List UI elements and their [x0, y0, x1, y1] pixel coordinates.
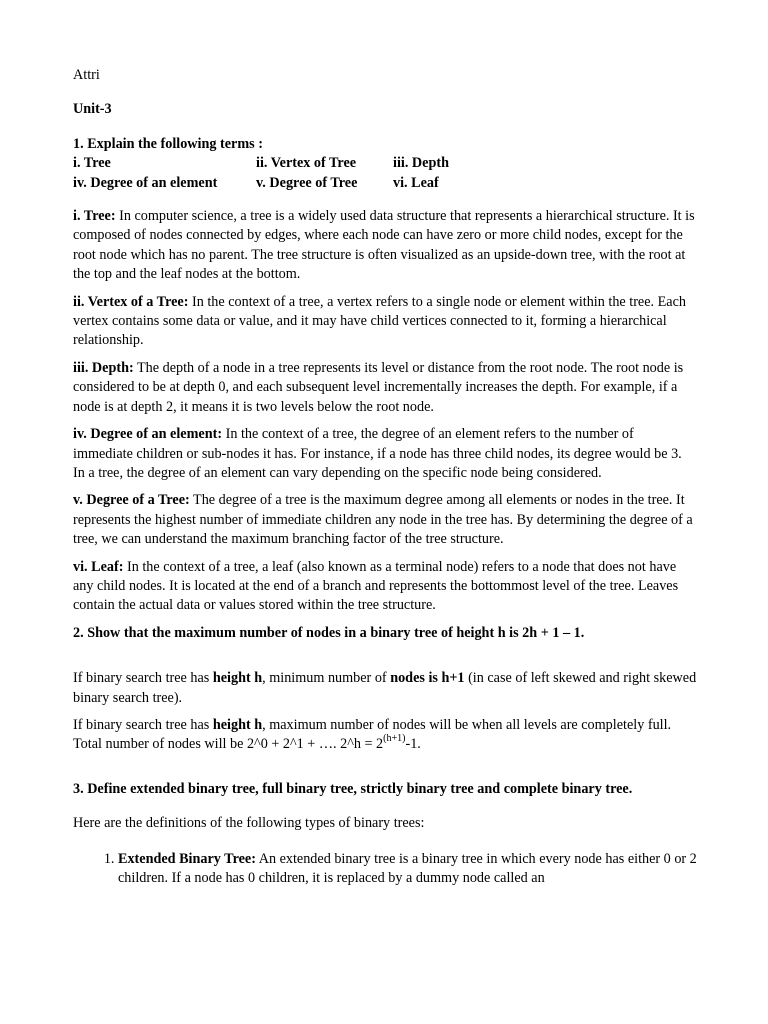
- term-item: iii. Depth: [393, 155, 449, 172]
- question-2-title: 2. Show that the maximum number of nodes in a binary tree of height h is 2h + 1 – 1.: [73, 624, 585, 641]
- term-item: iv. Degree of an element: [73, 174, 218, 191]
- definition-tree: [73, 207, 697, 285]
- bold-run: nodes is h+1: [390, 670, 465, 687]
- term-item: i. Tree: [73, 155, 111, 172]
- definition-text: The depth of a node in a tree represents its level or distance from the root node. The root node is considered to be at depth 0, and each subsequent level incrementally increases the depth. For example, if a node is at depth 2, it means it is two levels below the root node.: [73, 359, 684, 415]
- definition-term: iii. Depth:: [73, 359, 134, 376]
- definition-depth: [73, 359, 697, 417]
- definition-text: The degree of a tree is the maximum degree among all elements or nodes in the tree. It represents the highest number of immediate children any node in the tree has. By determining the degree of a tree, we can understand the maximum branching factor of the tree structure.: [73, 492, 693, 548]
- bold-run: height h: [212, 670, 263, 687]
- answer-3-intro: Here are the definitions of the following types of binary trees:: [73, 815, 425, 832]
- definition-term: v. Degree of a Tree:: [73, 492, 190, 509]
- definition-text: In the context of a tree, a vertex refers to a single node or element within the tree. Each vertex contains some data or value, and it may have child vertices connected to it, forming a hierarchical relationship.: [73, 293, 686, 349]
- author-name: Attri: [73, 67, 100, 83]
- term-item: v. Degree of Tree: [256, 174, 358, 191]
- text-run: , minimum number of: [262, 670, 391, 687]
- binary-tree-types-list: [73, 850, 697, 889]
- text-run: (in case of left skewed and right skewed binary search tree).: [73, 670, 697, 706]
- definition-vertex: [73, 293, 697, 351]
- list-item-term: Extended Binary Tree:: [118, 850, 256, 867]
- text-run: If binary search tree has: [73, 670, 213, 687]
- definition-term: vi. Leaf:: [73, 558, 124, 575]
- definition-text: In computer science, a tree is a widely used data structure that represents a hierarchical structure. It is composed of nodes connected by edges, where each node can have zero or more child nodes, except for the root node which has no parent. The tree structure is often visualized as an upside-down tree, with the root at the top and the leaf nodes at the bottom.: [73, 208, 695, 283]
- terms-grid: [73, 154, 697, 193]
- definition-term: iv. Degree of an element:: [73, 426, 223, 443]
- answer-2-paragraph-2: [73, 716, 697, 755]
- definition-degree-element: [73, 425, 697, 483]
- definition-term: i. Tree:: [73, 208, 116, 225]
- definition-text: In the context of a tree, the degree of an element refers to the number of immediate children or sub-nodes it has. For instance, if a node has three child nodes, its degree would be 3. In a tree, the degree of an element can vary depending on the specific node being considered.: [73, 426, 682, 481]
- list-item-text: An extended binary tree is a binary tree in which every node has either 0 or 2 children. If a node has 0 children, it is replaced by a dummy node called an: [118, 850, 697, 886]
- text-run: , maximum number of nodes will be when all levels are completely full. Total number of nodes will be 2^0 + 2^1 + …. 2^h = 2: [73, 716, 672, 753]
- definition-term: ii. Vertex of a Tree:: [73, 293, 189, 310]
- definition-degree-tree: [73, 491, 697, 549]
- list-item: [118, 850, 697, 889]
- text-run: If binary search tree has: [73, 716, 213, 733]
- term-item: ii. Vertex of Tree: [256, 155, 357, 172]
- superscript: (h+1): [383, 732, 406, 744]
- answer-2-paragraph-1: [73, 669, 697, 708]
- question-1-title: 1. Explain the following terms :: [73, 135, 263, 152]
- unit-heading: Unit-3: [73, 101, 112, 118]
- definition-text: In the context of a tree, a leaf (also known as a terminal node) refers to a node that does not have any child nodes. It is located at the end of a branch and represents the bottommost level of the tree. Leaves contain the actual data or values stored within the tree structure.: [73, 558, 679, 614]
- bold-run: height h: [212, 716, 263, 733]
- definition-leaf: [73, 558, 697, 616]
- document-page: [73, 66, 697, 888]
- question-3-title: 3. Define extended binary tree, full binary tree, strictly binary tree and complete binary tree.: [73, 780, 633, 797]
- text-run: -1.: [405, 736, 421, 753]
- term-item: vi. Leaf: [393, 174, 439, 191]
